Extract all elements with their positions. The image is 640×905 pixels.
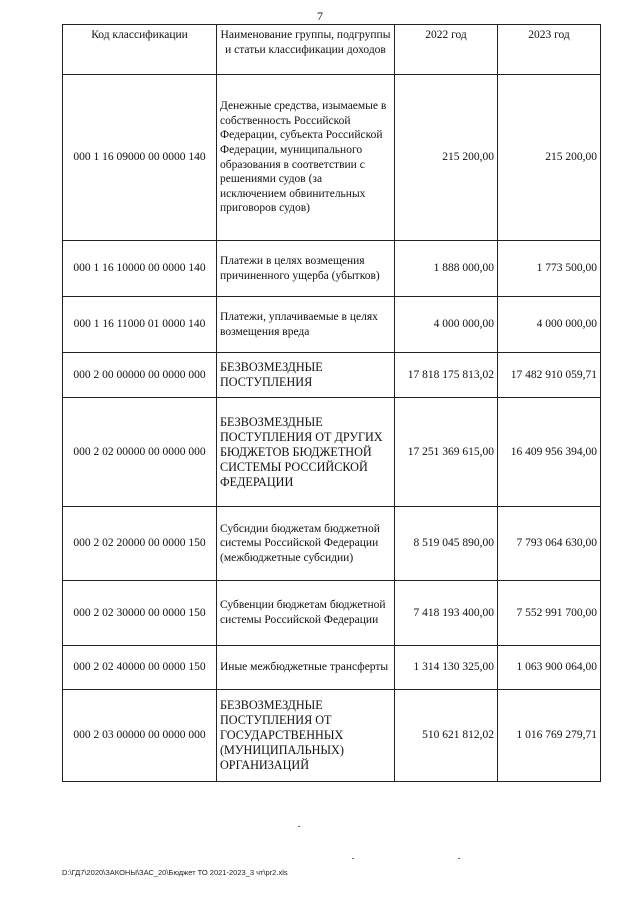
row-name: БЕЗВОЗМЕЗДНЫЕ ПОСТУПЛЕНИЯ ОТ ДРУГИХ БЮДЖЕТОВ БЮДЖЕТНОЙ СИСТЕМЫ РОССИЙСКОЙ ФЕДЕРАЦИИ (217, 398, 395, 507)
page-number: 7 (317, 9, 323, 23)
row-name: Платежи, уплачиваемые в целях возмещения вреда (217, 297, 395, 353)
row-value-2022: 1 888 000,00 (395, 241, 498, 297)
scan-speck (352, 858, 354, 859)
table-row (63, 297, 601, 353)
row-value-2022: 215 200,00 (395, 75, 498, 241)
row-code: 000 2 02 20000 00 0000 150 (63, 507, 217, 581)
row-value-2023: 1 773 500,00 (498, 241, 601, 297)
row-name: Денежные средства, изымаемые в собственность Российской Федерации, субъекта Российской Федерации, муниципального образования в соответствии с решениями судов (за исключением обвинительных приговоров судов) (217, 75, 395, 241)
row-value-2023: 7 552 991 700,00 (498, 581, 601, 646)
row-code: 000 2 02 00000 00 0000 000 (63, 398, 217, 507)
row-name: Субвенции бюджетам бюджетной системы Российской Федерации (217, 581, 395, 646)
row-value-2022: 17 251 369 615,00 (395, 398, 498, 507)
header-code: Код классификации (63, 25, 217, 75)
row-value-2022: 510 621 812,02 (395, 690, 498, 782)
row-value-2023: 1 063 900 064,00 (498, 646, 601, 690)
table-row (63, 690, 601, 782)
table-row (63, 241, 601, 297)
row-name: Иные межбюджетные трансферты (217, 646, 395, 690)
row-name: Субсидии бюджетам бюджетной системы Российской Федерации (межбюджетные субсидии) (217, 507, 395, 581)
row-code: 000 2 00 00000 00 0000 000 (63, 353, 217, 398)
row-value-2023: 215 200,00 (498, 75, 601, 241)
table-row (63, 353, 601, 398)
scan-speck (298, 826, 300, 827)
row-value-2023: 4 000 000,00 (498, 297, 601, 353)
row-value-2022: 8 519 045 890,00 (395, 507, 498, 581)
row-name: БЕЗВОЗМЕЗДНЫЕ ПОСТУПЛЕНИЯ (217, 353, 395, 398)
header-name: Наименование группы, подгруппы и статьи классификации доходов (217, 25, 395, 75)
row-value-2023: 7 793 064 630,00 (498, 507, 601, 581)
row-value-2022: 7 418 193 400,00 (395, 581, 498, 646)
row-code: 000 1 16 09000 00 0000 140 (63, 75, 217, 241)
row-value-2023: 1 016 769 279,71 (498, 690, 601, 782)
row-code: 000 2 02 30000 00 0000 150 (63, 581, 217, 646)
table-row (63, 75, 601, 241)
row-value-2023: 17 482 910 059,71 (498, 353, 601, 398)
header-2023: 2023 год (498, 25, 601, 75)
table-row (63, 581, 601, 646)
table-header-row (63, 25, 601, 75)
row-value-2023: 16 409 956 394,00 (498, 398, 601, 507)
row-value-2022: 4 000 000,00 (395, 297, 498, 353)
scan-speck (458, 858, 460, 859)
row-code: 000 2 03 00000 00 0000 000 (63, 690, 217, 782)
row-value-2022: 1 314 130 325,00 (395, 646, 498, 690)
file-path-footer: D:\ГД7\2020\ЗАКОНЫ\ЗАС_20\Бюджет ТО 2021-2023_3 чт\pr2.xls (62, 868, 288, 877)
row-value-2022: 17 818 175 813,02 (395, 353, 498, 398)
row-name: БЕЗВОЗМЕЗДНЫЕ ПОСТУПЛЕНИЯ ОТ ГОСУДАРСТВЕННЫХ (МУНИЦИПАЛЬНЫХ) ОРГАНИЗАЦИЙ (217, 690, 395, 782)
row-code: 000 1 16 11000 01 0000 140 (63, 297, 217, 353)
row-code: 000 1 16 10000 00 0000 140 (63, 241, 217, 297)
table-row (63, 398, 601, 507)
table-row (63, 646, 601, 690)
revenue-classification-table (62, 24, 601, 782)
row-code: 000 2 02 40000 00 0000 150 (63, 646, 217, 690)
row-name: Платежи в целях возмещения причиненного ущерба (убытков) (217, 241, 395, 297)
header-2022: 2022 год (395, 25, 498, 75)
table-row (63, 507, 601, 581)
